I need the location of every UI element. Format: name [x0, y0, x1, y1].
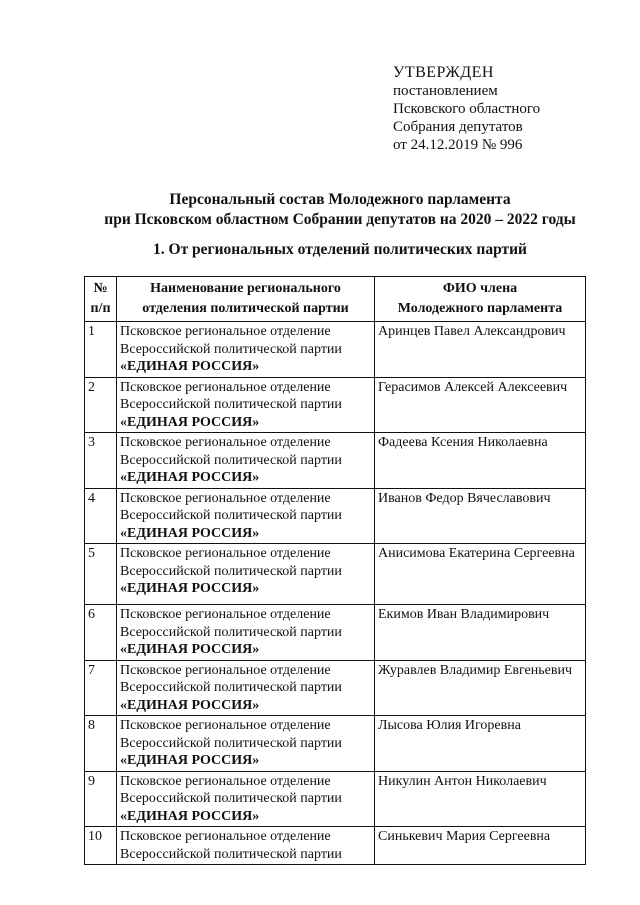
approval-line: от 24.12.2019 № 996 — [393, 137, 523, 153]
members-table — [84, 276, 586, 865]
row-number: 9 — [85, 771, 117, 827]
row-number: 7 — [85, 660, 117, 716]
approval-line: постановлением — [393, 83, 498, 99]
document-title — [60, 190, 620, 230]
row-organization — [117, 771, 375, 827]
row-number: 2 — [85, 377, 117, 433]
organization-line: Всероссийской политической партии — [120, 563, 342, 579]
organization-line: Псковское региональное отделение — [120, 607, 331, 622]
party-name: «ЕДИНАЯ РОССИЯ» — [120, 808, 260, 824]
organization-line: Псковское региональное отделение — [120, 324, 331, 339]
organization-line: Всероссийской политической партии — [120, 624, 342, 640]
header-org-line: отделения политической партии — [142, 301, 349, 316]
row-member-name: Анисимова Екатерина Сергеевна — [375, 544, 586, 605]
row-member-name: Журавлев Владимир Евгеньевич — [375, 660, 586, 716]
organization-line: Всероссийской политической партии — [120, 735, 342, 751]
header-num — [85, 277, 117, 322]
row-member-name: Синькевич Мария Сергеевна — [375, 827, 586, 865]
row-member-name: Никулин Антон Николаевич — [375, 771, 586, 827]
row-organization — [117, 827, 375, 865]
header-fio-line: ФИО члена — [442, 281, 518, 296]
organization-line: Всероссийской политической партии — [120, 397, 342, 412]
row-number: 4 — [85, 488, 117, 544]
header-num-line: № — [93, 281, 108, 296]
approval-block — [393, 64, 633, 154]
organization-line: Псковское региональное отделение — [120, 490, 331, 506]
organization-line: Псковское региональное отделение — [120, 546, 331, 561]
header-organization — [117, 277, 375, 322]
row-member-name: Герасимов Алексей Алексеевич — [375, 377, 586, 433]
approval-heading: УТВЕРЖДЕН — [393, 64, 494, 81]
organization-line: Псковское региональное отделение — [120, 829, 331, 844]
row-organization — [117, 433, 375, 489]
party-name: «ЕДИНАЯ РОССИЯ» — [120, 642, 260, 657]
table-row — [85, 771, 586, 827]
row-organization — [117, 716, 375, 772]
header-fio-line: Молодежного парламента — [397, 301, 563, 316]
table-row — [85, 660, 586, 716]
table-row — [85, 716, 586, 772]
organization-line: Псковское региональное отделение — [120, 773, 331, 789]
party-name: «ЕДИНАЯ РОССИЯ» — [120, 753, 260, 768]
title-line-1: Персональный состав Молодежного парламента — [169, 191, 511, 208]
row-number: 5 — [85, 544, 117, 605]
organization-line: Всероссийской политической партии — [120, 452, 342, 468]
party-name: «ЕДИНАЯ РОССИЯ» — [120, 525, 260, 541]
row-number: 8 — [85, 716, 117, 772]
table-row — [85, 544, 586, 605]
row-number: 6 — [85, 605, 117, 661]
row-organization — [117, 322, 375, 378]
table-row — [85, 605, 586, 661]
organization-line: Всероссийской политической партии — [120, 508, 342, 523]
row-number: 10 — [85, 827, 117, 865]
party-name: «ЕДИНАЯ РОССИЯ» — [120, 697, 260, 713]
party-name: «ЕДИНАЯ РОССИЯ» — [120, 581, 260, 596]
row-organization — [117, 377, 375, 433]
table-header-row — [85, 277, 586, 322]
organization-line: Псковское региональное отделение — [120, 718, 331, 733]
approval-line: Собрания депутатов — [393, 119, 523, 135]
header-org-line: Наименование регионального — [150, 281, 341, 296]
title-line-2: при Псковском областном Собрании депутатов на 2020 – 2022 годы — [104, 211, 576, 228]
table-row — [85, 827, 586, 865]
organization-line: Псковское региональное отделение — [120, 435, 331, 450]
table-row — [85, 377, 586, 433]
organization-line: Всероссийской политической партии — [120, 341, 342, 357]
header-fio — [375, 277, 586, 322]
party-name: «ЕДИНАЯ РОССИЯ» — [120, 414, 260, 430]
row-organization — [117, 660, 375, 716]
organization-line: Псковское региональное отделение — [120, 379, 331, 395]
organization-line: Псковское региональное отделение — [120, 662, 331, 678]
table-row — [85, 322, 586, 378]
row-organization — [117, 544, 375, 605]
organization-line: Всероссийской политической партии — [120, 680, 342, 695]
header-num-line: п/п — [90, 301, 111, 316]
party-name: «ЕДИНАЯ РОССИЯ» — [120, 359, 260, 374]
table-row — [85, 488, 586, 544]
row-organization — [117, 605, 375, 661]
row-number: 1 — [85, 322, 117, 378]
row-member-name: Лысова Юлия Игоревна — [375, 716, 586, 772]
row-member-name: Екимов Иван Владимирович — [375, 605, 586, 661]
row-number: 3 — [85, 433, 117, 489]
row-member-name: Фадеева Ксения Николаевна — [375, 433, 586, 489]
organization-line: Всероссийской политической партии — [120, 791, 342, 806]
section-heading: 1. От региональных отделений политических партий — [153, 241, 527, 258]
party-name: «ЕДИНАЯ РОССИЯ» — [120, 470, 260, 485]
row-member-name: Аринцев Павел Александрович — [375, 322, 586, 378]
row-organization — [117, 488, 375, 544]
table-row — [85, 433, 586, 489]
row-member-name: Иванов Федор Вячеславович — [375, 488, 586, 544]
approval-line: Псковского областного — [393, 101, 541, 117]
organization-line: Всероссийской политической партии — [120, 846, 342, 862]
